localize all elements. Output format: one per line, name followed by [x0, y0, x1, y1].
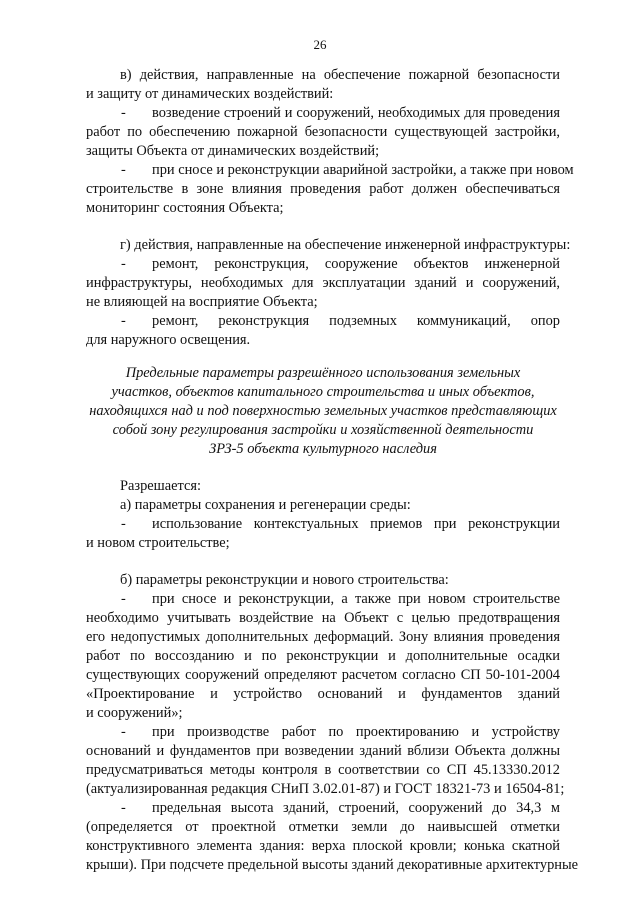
section-g-bullet-1-line-2: инфраструктуры, необходимых для эксплуатации зданий и сооружений, — [86, 275, 560, 291]
section-v-bullet-1-line-2: работ по обеспечению пожарной безопасности существующей застройки, — [86, 124, 560, 140]
section-b-bullet-1-line-4: работ по воссозданию и по реконструкции и дополнительные осадки — [86, 648, 560, 664]
section-b-bullet-3-line-3: конструктивного элемента здания: верха плоской кровли; конька скатной — [86, 838, 560, 854]
section-b-bullet-1-line-5: существующих сооружений определяют расчетом согласно СП 50-101-2004 — [86, 667, 560, 683]
bullet-dash: - — [121, 105, 126, 121]
section-v-bullet-2: при сносе и реконструкции аварийной застройки, а также при новом — [152, 162, 574, 178]
section-g-bullet-1-line-3: не влияющей на восприятие Объекта; — [86, 294, 318, 310]
section-v-title-cont: и защиту от динамических воздействий: — [86, 86, 334, 102]
section-g-title: г) действия, направленные на обеспечение инженерной инфраструктуры: — [120, 237, 571, 253]
section-b-bullet-1: при сносе и реконструкции, а также при новом строительстве — [152, 591, 560, 607]
bullet-dash: - — [121, 313, 126, 329]
section-a-title: а) параметры сохранения и регенерации среды: — [120, 497, 411, 513]
page-number: 26 — [313, 37, 327, 52]
section-b-bullet-2-line-2: оснований и фундаментов при возведении зданий вблизи Объекта должны — [86, 743, 560, 759]
bullet-dash: - — [121, 591, 126, 607]
bullet-dash: - — [121, 800, 126, 816]
bullet-dash: - — [121, 724, 126, 740]
section-v-bullet-1-line-3: защиты Объекта от динамических воздействий; — [86, 143, 380, 159]
section-b-bullet-3-line-4: крыши). При подсчете предельной высоты зданий декоративные архитектурные — [86, 857, 579, 873]
zone-heading-line-4: собой зону регулирования застройки и хозяйственной деятельности — [112, 422, 534, 438]
bullet-dash: - — [121, 162, 126, 178]
bullet-dash: - — [121, 256, 126, 272]
section-g-bullet-2: ремонт, реконструкция подземных коммуникаций, опор — [152, 313, 560, 329]
section-b-title: б) параметры реконструкции и нового строительства: — [120, 572, 449, 588]
section-b-bullet-1-line-3: его недопустимых дополнительных деформаций. Зону влияния проведения — [86, 629, 560, 645]
section-b-bullet-2-line-4: (актуализированная редакция СНиП 3.02.01-87) и ГОСТ 18321-73 и 16504-81; — [86, 781, 565, 797]
section-b-bullet-3: предельная высота зданий, строений, сооружений до 34,3 м — [152, 800, 560, 816]
section-b-bullet-1-line-2: необходимо учитывать воздействие на Объект с целью предотвращения — [86, 610, 560, 626]
section-v-title: в) действия, направленные на обеспечение пожарной безопасности — [120, 67, 560, 83]
section-v-bullet-2-line-3: мониторинг состояния Объекта; — [86, 200, 284, 216]
zone-heading-line-2: участков, объектов капитального строительства и иных объектов, — [111, 384, 535, 400]
section-b-bullet-2-line-3: предусматриваться методы контроля в соответствии со СП 45.13330.2012 — [86, 762, 560, 778]
bullet-dash: - — [121, 516, 126, 532]
section-b-bullet-3-line-2: (определяется от проектной отметки земли до наивысшей отметки — [86, 819, 560, 835]
zone-heading-line-3: находящихся над и под поверхностью земельных участков представляющих — [89, 403, 557, 419]
section-b-bullet-1-line-6: «Проектирование и устройство оснований и фундаментов зданий — [86, 686, 560, 702]
section-v-bullet-2-line-2: строительстве в зоне влияния проведения работ должен обеспечиваться — [86, 181, 560, 197]
section-b-bullet-1-line-7: и сооружений»; — [86, 705, 183, 721]
section-a-bullet-1-line-2: и новом строительстве; — [86, 535, 230, 551]
allowed-label: Разрешается: — [120, 478, 201, 494]
section-a-bullet-1: использование контекстуальных приемов при реконструкции — [152, 516, 560, 532]
section-v-bullet-1: возведение строений и сооружений, необходимых для проведения — [152, 105, 560, 121]
section-g-bullet-2-line-2: для наружного освещения. — [86, 332, 251, 348]
section-b-bullet-2: при производстве работ по проектированию и устройству — [152, 724, 560, 740]
zone-heading-line-5: ЗРЗ-5 объекта культурного наследия — [209, 441, 437, 457]
section-g-bullet-1: ремонт, реконструкция, сооружение объектов инженерной — [152, 256, 560, 272]
zone-heading-line-1: Предельные параметры разрешённого использования земельных — [125, 365, 521, 381]
